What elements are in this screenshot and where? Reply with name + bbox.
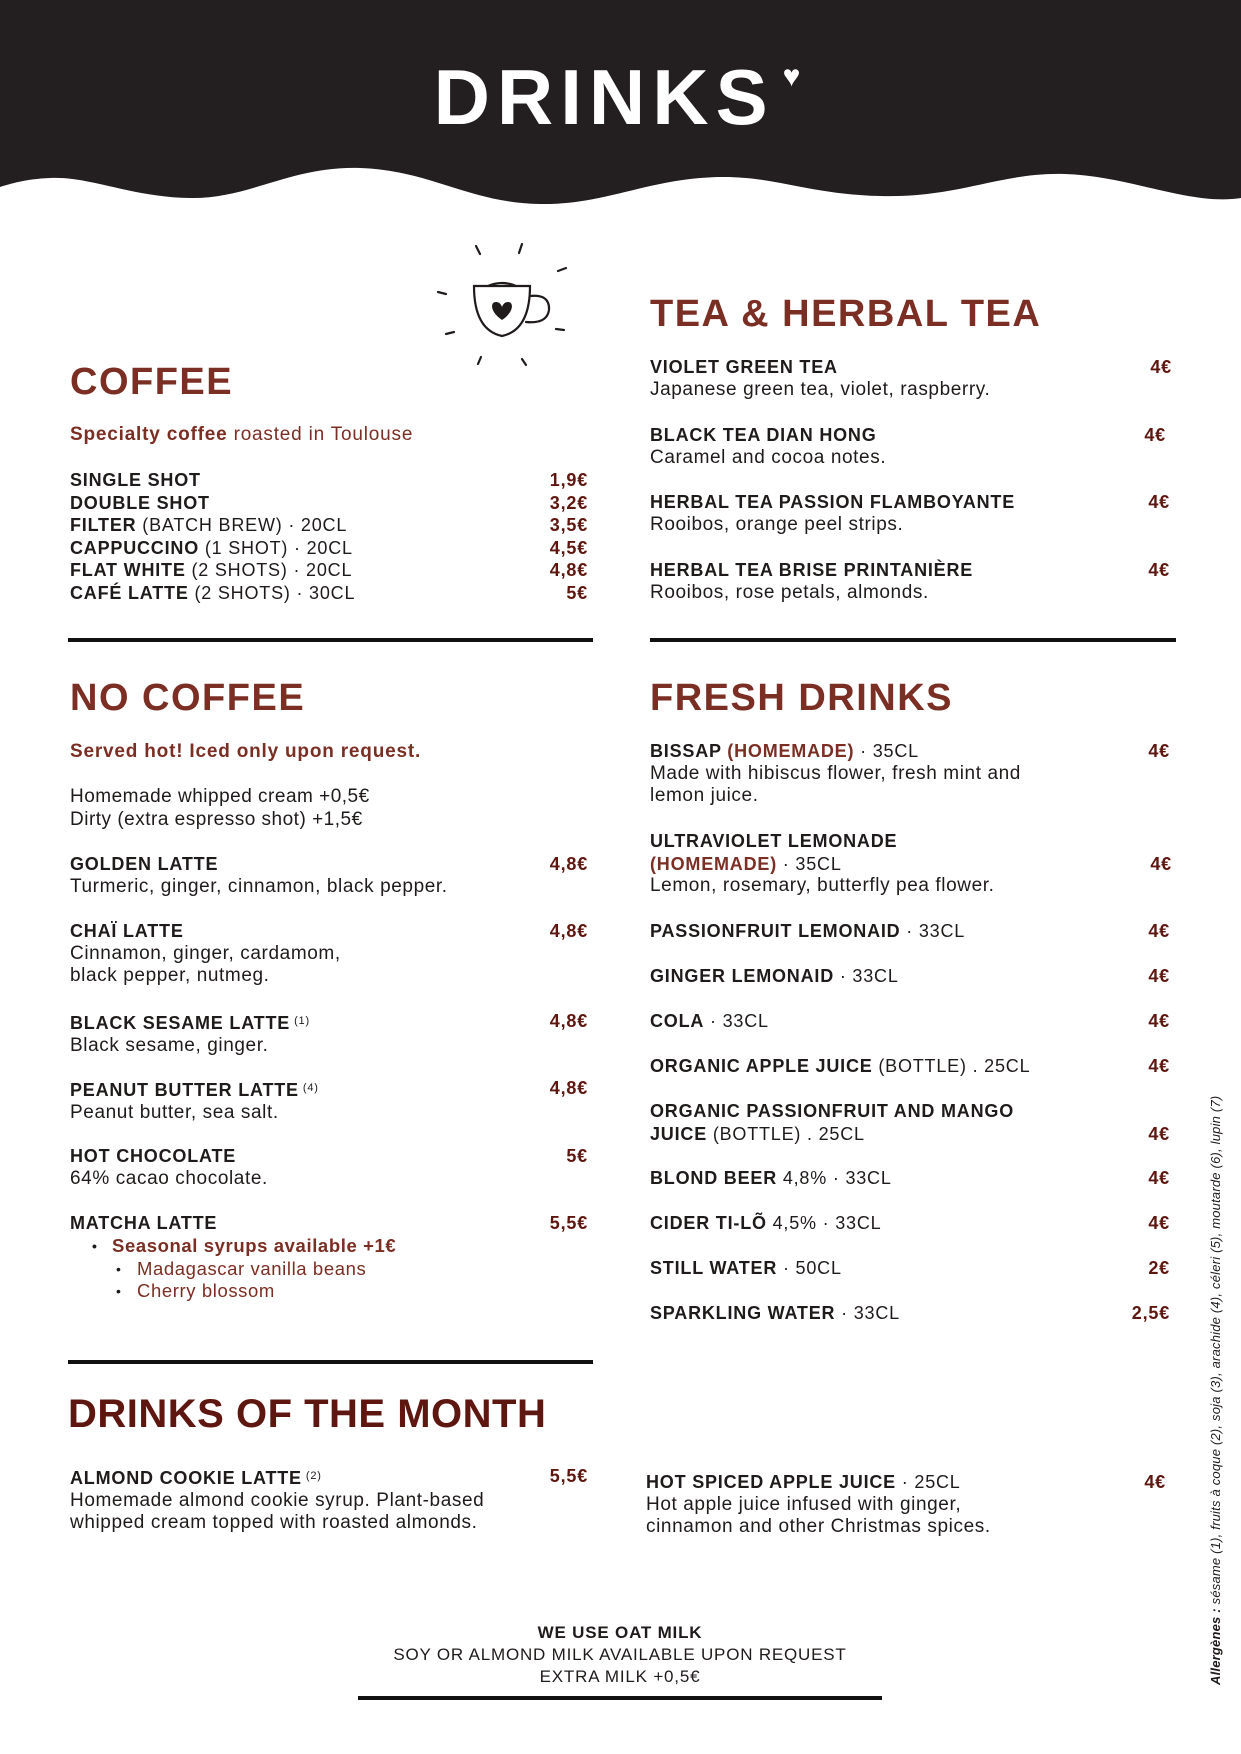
fresh-section-title: FRESH DRINKS <box>650 677 954 719</box>
coffee-list <box>70 469 588 604</box>
no-coffee-subtitle: Served hot! Iced only upon request. <box>70 741 422 762</box>
divider <box>650 638 1176 642</box>
menu-item: VIOLET GREEN TEA 4€ Japanese green tea, violet, raspberry. <box>650 357 1172 400</box>
menu-item: BLACK TEA DIAN HONG 4€ Caramel and cocoa notes. <box>650 425 1166 468</box>
extra-option: Homemade whipped cream +0,5€ <box>70 786 370 807</box>
menu-item: CHAÏ LATTE 4,8€ Cinnamon, ginger, cardamom, black pepper, nutmeg. <box>70 921 588 986</box>
menu-item: ULTRAVIOLET LEMONADE (HOMEMADE) · 35CL 4€ Lemon, rosemary, butterfly pea flower. <box>650 831 1172 896</box>
menu-item: COLA · 33CL 4€ <box>650 1011 1170 1031</box>
menu-item: HERBAL TEA PASSION FLAMBOYANTE 4€ Rooibos, orange peel strips. <box>650 492 1170 535</box>
menu-item: BLOND BEER 4,8% · 33CL 4€ <box>650 1168 1170 1188</box>
extra-option: Dirty (extra espresso shot) +1,5€ <box>70 808 363 830</box>
menu-item: PASSIONFRUIT LEMONAID · 33CL 4€ <box>650 921 1170 941</box>
menu-item: ALMOND COOKIE LATTE $^{(2)}$ 5,5€ Homemade almond cookie syrup. Plant-based whipped cream topped with roasted almonds. <box>70 1466 588 1533</box>
syrup-title: • Seasonal syrups available +1€ <box>92 1235 396 1258</box>
coffee-cup-icon <box>430 240 580 370</box>
menu-item: ORGANIC APPLE JUICE (BOTTLE) . 25CL 4€ <box>650 1056 1170 1076</box>
milk-note <box>330 1622 910 1688</box>
month-section-title: DRINKS OF THE MONTH <box>68 1392 547 1436</box>
no-coffee-section-title: NO COFFEE <box>70 677 306 719</box>
coffee-section-title: COFFEE <box>70 361 234 403</box>
menu-item: CIDER TI-LÕ 4,5% · 33CL 4€ <box>650 1213 1170 1233</box>
menu-item: HOT SPICED APPLE JUICE · 25CL 4€ Hot apple juice infused with ginger, cinnamon and other Christmas spices. <box>646 1472 1166 1537</box>
footer-line: EXTRA MILK +0,5€ <box>539 1667 701 1686</box>
menu-item: FILTER (BATCH BREW) · 20CL 3,5€ <box>70 515 588 535</box>
menu-item: ORGANIC PASSIONFRUIT AND MANGO JUICE (BOTTLE) . 25CL 4€ <box>650 1101 1170 1144</box>
menu-item: BLACK SESAME LATTE $^{(1)}$ 4,8€ Black sesame, ginger. <box>70 1011 588 1056</box>
divider <box>358 1696 882 1700</box>
menu-item: PEANUT BUTTER LATTE $^{(4)}$ 4,8€ Peanut butter, sea salt. <box>70 1078 588 1123</box>
syrup-options <box>92 1235 396 1303</box>
allergens-note: Allergènes : sésame (1), fruits à coque (2), soja (3), arachide (4), céleri (5), moutarde (6), lupin (7) <box>1208 1095 1223 1685</box>
footer-line: SOY OR ALMOND MILK AVAILABLE UPON REQUEST <box>393 1645 847 1664</box>
syrup-option: • Madagascar vanilla beans <box>116 1258 396 1281</box>
divider <box>68 638 593 642</box>
footer-line: WE USE OAT MILK <box>537 1623 703 1642</box>
menu-item: GOLDEN LATTE 4,8€ Turmeric, ginger, cinnamon, black pepper. <box>70 854 588 897</box>
no-coffee-extras <box>70 786 370 831</box>
coffee-subtitle: Specialty coffee roasted in Toulouse <box>70 424 414 445</box>
menu-item: MATCHA LATTE 5,5€ <box>70 1213 588 1233</box>
menu-item: GINGER LEMONAID · 33CL 4€ <box>650 966 1170 986</box>
menu-item: STILL WATER · 50CL 2€ <box>650 1258 1170 1278</box>
menu-item: CAPPUCCINO (1 SHOT) · 20CL 4,5€ <box>70 537 588 558</box>
page-title: DRINKS ♥ <box>433 53 808 141</box>
tea-section-title: TEA & HERBAL TEA <box>650 293 1042 335</box>
menu-item: HERBAL TEA BRISE PRINTANIÈRE 4€ Rooibos, rose petals, almonds. <box>650 560 1170 603</box>
syrup-option: • Cherry blossom <box>116 1280 396 1303</box>
heart-icon: ♥ <box>782 60 808 93</box>
menu-item: HOT CHOCOLATE 5€ 64% cacao chocolate. <box>70 1146 588 1189</box>
menu-item: DOUBLE SHOT 3,2€ <box>70 492 588 513</box>
menu-item: SPARKLING WATER · 33CL 2,5€ <box>650 1303 1170 1323</box>
menu-item: FLAT WHITE (2 SHOTS) · 20CL 4,8€ <box>70 560 588 580</box>
menu-item: BISSAP (HOMEMADE) · 35CL 4€ Made with hibiscus flower, fresh mint and lemon juice. <box>650 741 1170 806</box>
divider <box>68 1360 593 1364</box>
menu-item: SINGLE SHOT 1,9€ <box>70 470 588 490</box>
menu-item: CAFÉ LATTE (2 SHOTS) · 30CL 5€ <box>70 582 588 603</box>
